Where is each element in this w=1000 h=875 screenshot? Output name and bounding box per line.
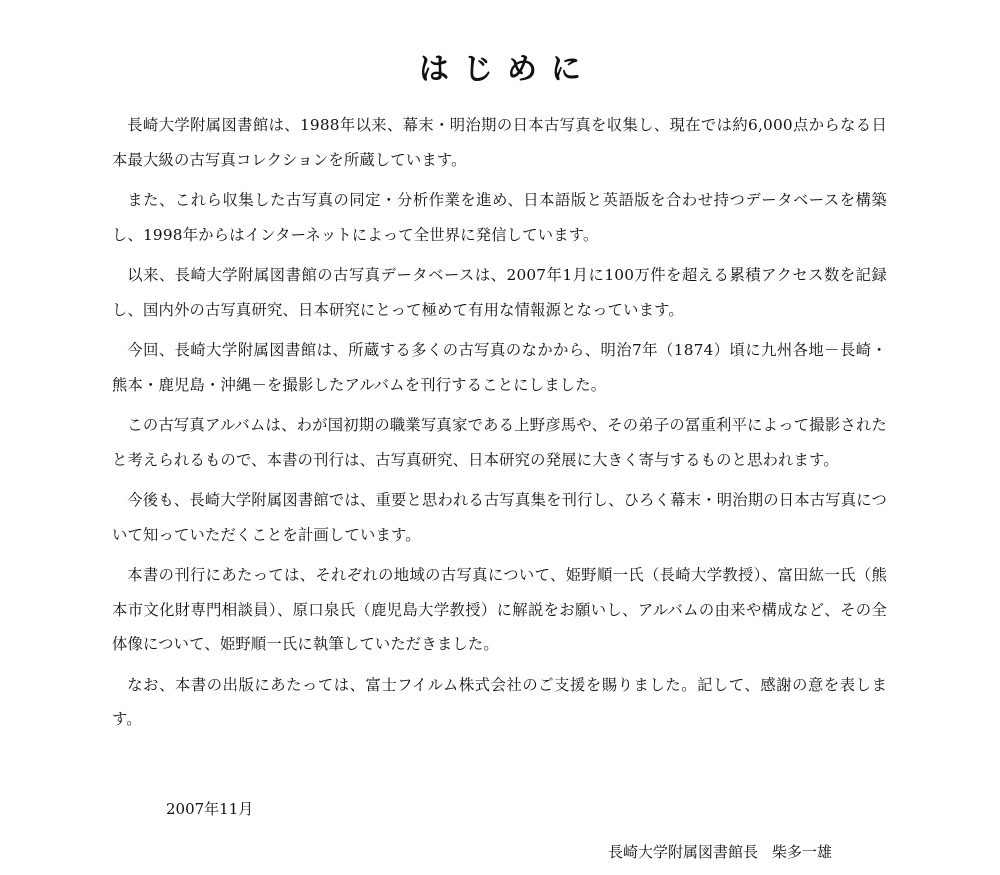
paragraph: 今後も、長崎大学附属図書館では、重要と思われる古写真集を刊行し、ひろく幕末・明治期の日本古写真について知っていただくことを計画しています。 <box>112 491 887 544</box>
signature-position: 長崎大学附属図書館長 <box>608 843 759 861</box>
page-title: はじめに <box>419 52 595 88</box>
date-line: 2007年11月 <box>166 800 254 818</box>
paragraph: 今回、長崎大学附属図書館は、所蔵する多くの古写真のなかから、明治7年（1874）頃に九州各地－長崎・熊本・鹿児島・沖縄－を撮影したアルバムを刊行することにしました。 <box>112 341 887 394</box>
paragraph: 以来、長崎大学附属図書館の古写真データベースは、2007年1月に100万件を超える累積アクセス数を記録し、国内外の古写真研究、日本研究にとって極めて有用な情報源となっています。 <box>112 266 887 319</box>
paragraph: また、これら収集した古写真の同定・分析作業を進め、日本語版と英語版を合わせ持つデータベースを構築し、1998年からはインターネットによって全世界に発信しています。 <box>112 191 887 244</box>
paragraph: この古写真アルバムは、わが国初期の職業写真家である上野彦馬や、その弟子の冨重利平によって撮影されたと考えられるもので、本書の刊行は、古写真研究、日本研究の発展に大きく寄与するものと思われます。 <box>112 416 887 469</box>
paragraph: 長崎大学附属図書館は、1988年以来、幕末・明治期の日本古写真を収集し、現在では約6,000点からなる日本最大級の古写真コレクションを所蔵しています。 <box>112 116 887 169</box>
paragraph: 本書の刊行にあたっては、それぞれの地域の古写真について、姫野順一氏（長崎大学教授）、富田紘一氏（熊本市文化財専門相談員）、原口泉氏（鹿児島大学教授）に解説をお願いし、アルバムの由来や構成など、その全体像について、姫野順一氏に執筆していただきました。 <box>112 566 887 653</box>
body-text <box>112 108 887 743</box>
signature-name: 柴多一雄 <box>772 843 833 861</box>
signature-block <box>608 840 832 864</box>
paragraph: なお、本書の出版にあたっては、富士フイルム株式会社のご支援を賜りました。記して、感謝の意を表します。 <box>112 675 887 728</box>
